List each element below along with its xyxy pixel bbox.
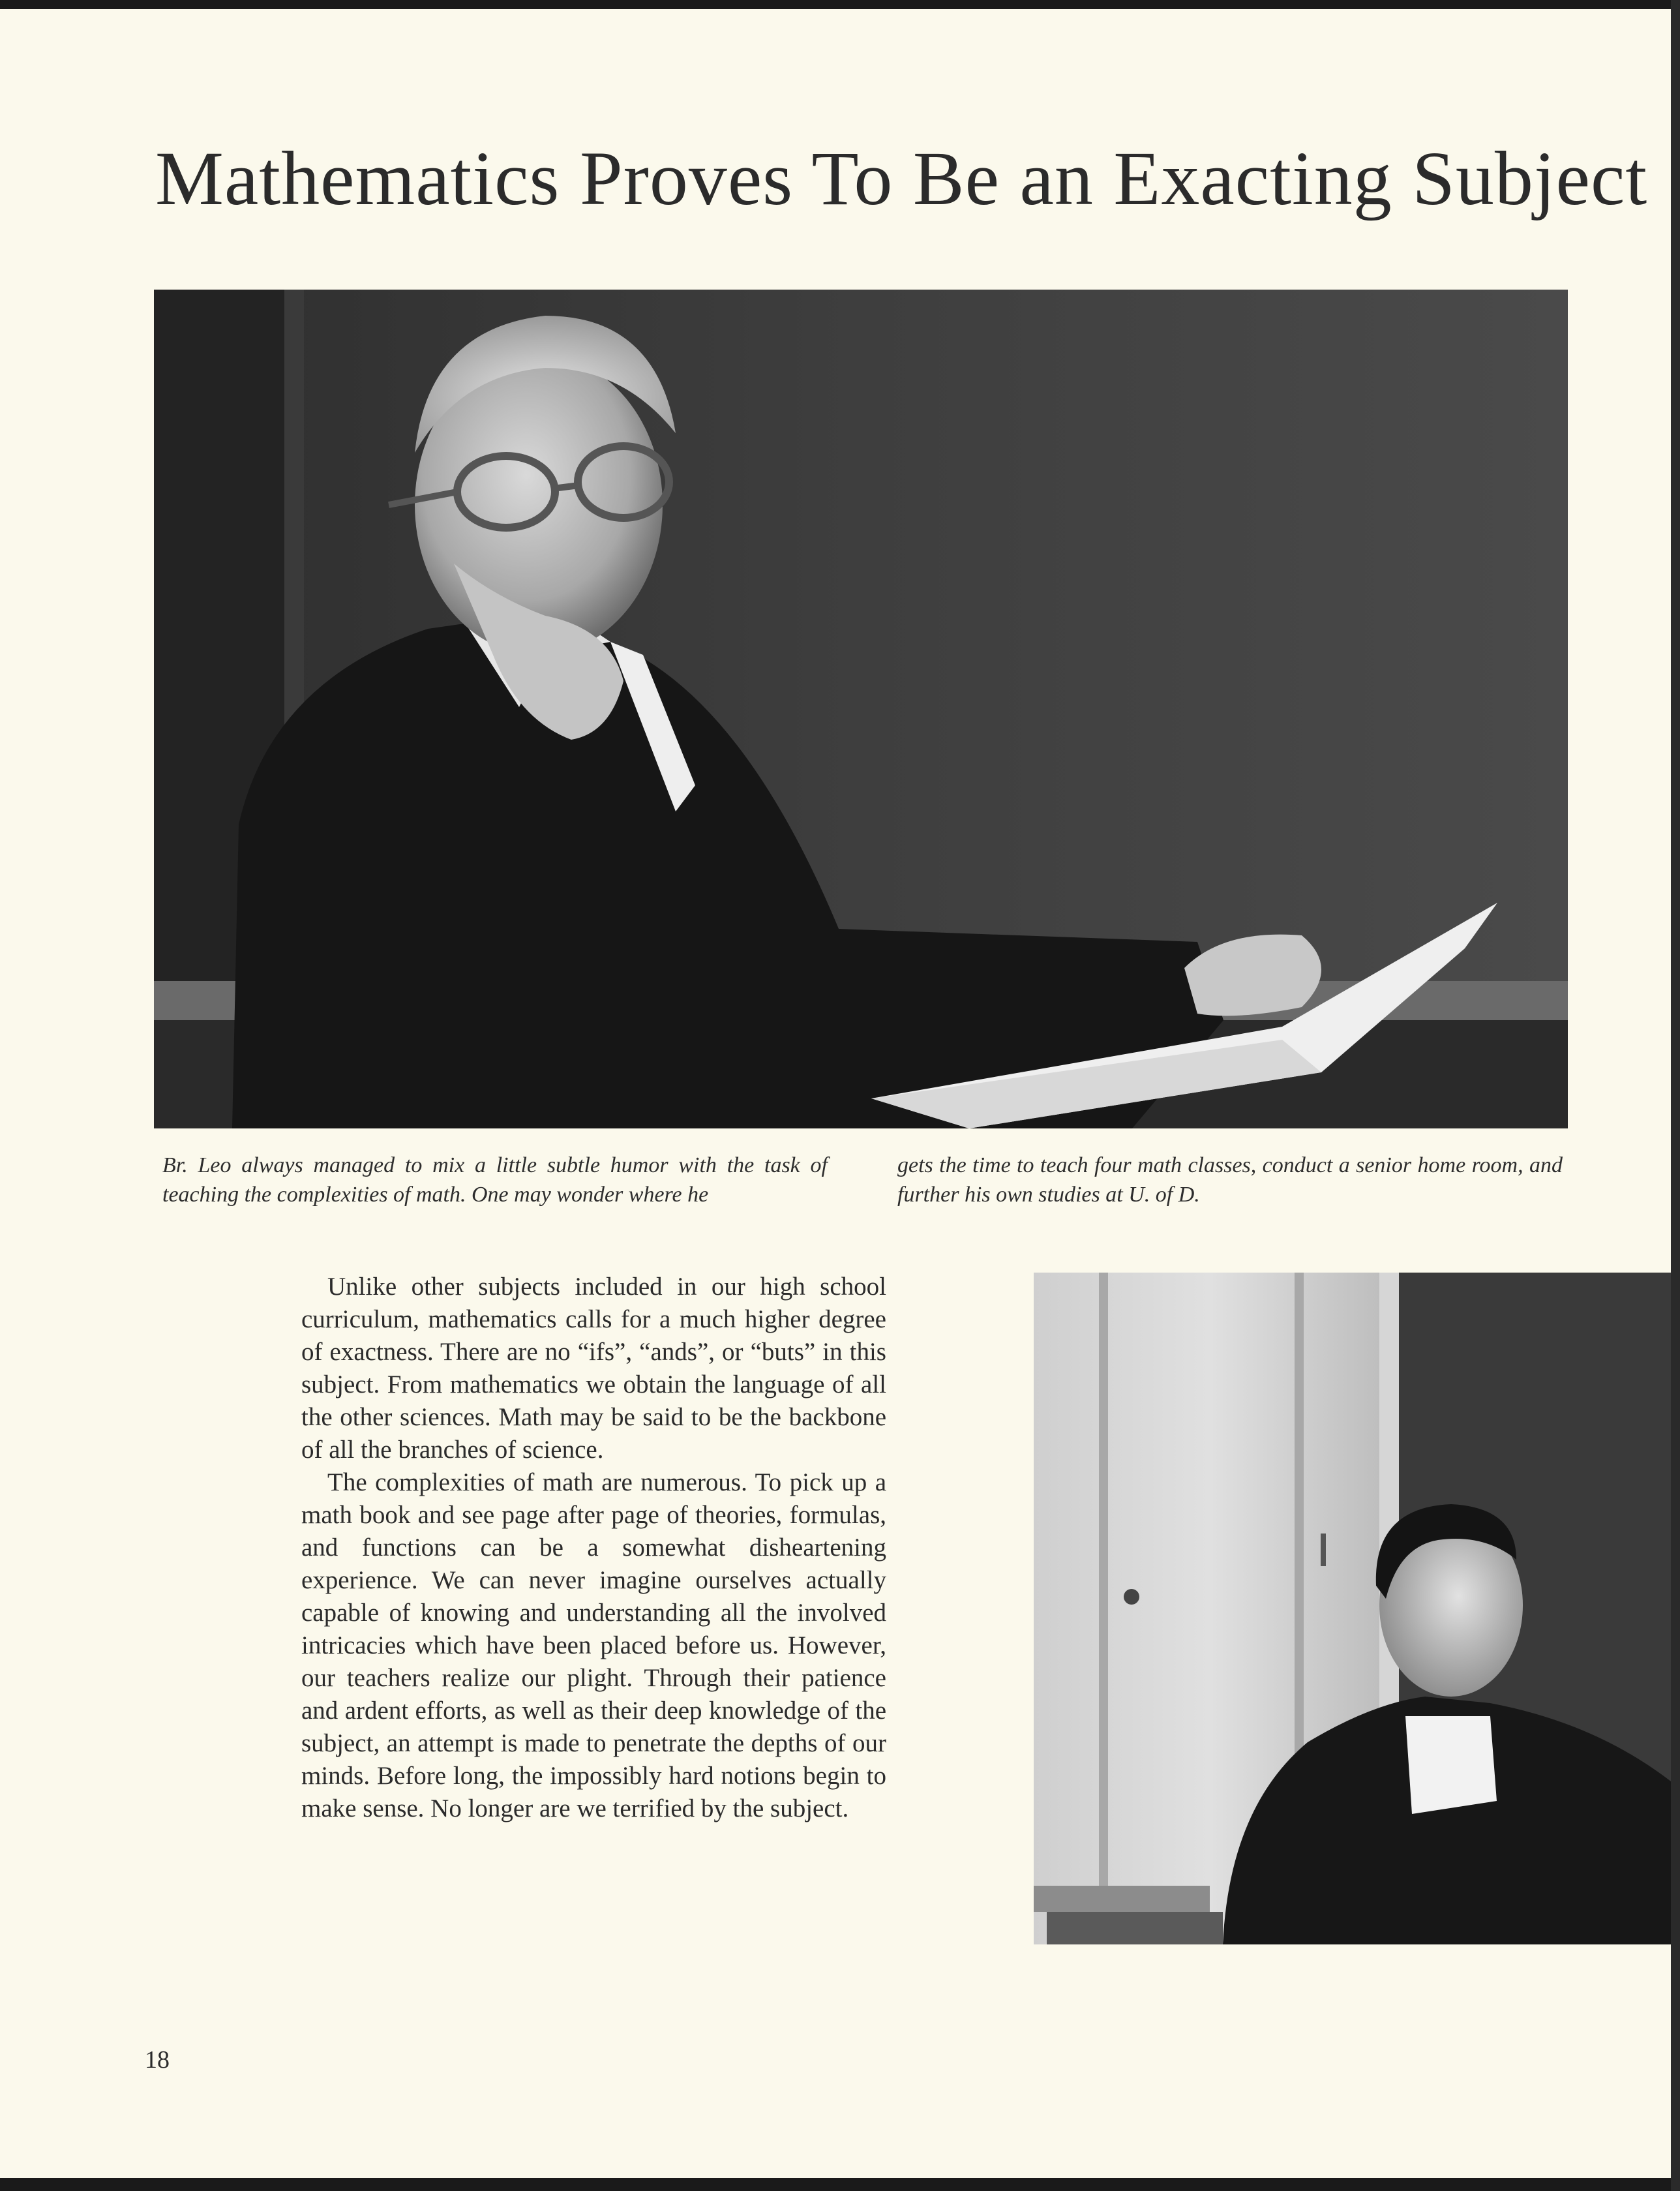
page-number: 18 (145, 2046, 170, 2074)
yearbook-page (0, 9, 1671, 2178)
student-teacher-photo-image (1034, 1273, 1671, 1944)
teacher-photo (154, 290, 1568, 1128)
photo-caption-left: Br. Leo always managed to mix a little subtle humor with the task of teaching the complexities of math. One may wonder where he (162, 1153, 828, 1207)
photo-caption-right: gets the time to teach four math classes, conduct a senior home room, and further his own studies at U. of D. (897, 1153, 1563, 1207)
teacher-photo-image (154, 290, 1568, 1128)
student-teacher-photo (1034, 1273, 1671, 1944)
article-paragraph: The complexities of math are numerous. To pick up a math book and see page after page of theories, formulas, and functions can be a somewhat disheartening experience. We can never imagine ourselves actually capable of knowing and understanding all the involved intricacies which have been placed before us. However, our teachers realize our plight. Through their patience and ardent efforts, as well as their deep knowledge of the subject, an attempt is made to penetrate the depths of our minds. Before long, the impossibly hard notions begin to make sense. No longer are we terrified by the subject. (301, 1468, 886, 1822)
scan-edge (1671, 0, 1680, 2191)
article-body (301, 1271, 886, 1825)
article-paragraph: Unlike other subjects included in our high school curriculum, mathematics calls for a much higher degree of exactness. There are no “ifs”, “ands”, or “buts” in this subject. From mathematics we obtain the language of all the other sciences. Math may be said to be the backbone of all the branches of science. (301, 1273, 886, 1464)
page-title: Mathematics Proves To Be an Exacting Subject (155, 136, 1648, 221)
